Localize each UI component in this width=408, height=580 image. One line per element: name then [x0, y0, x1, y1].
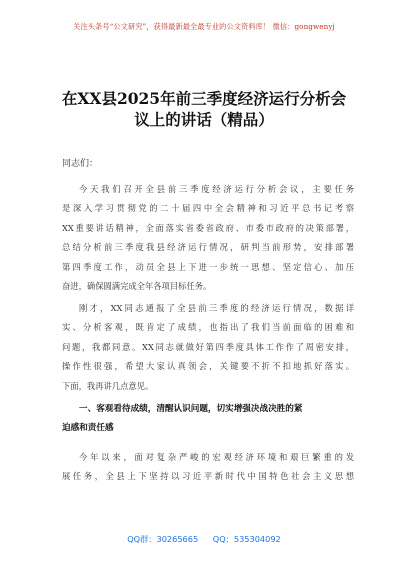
section-heading-1 — [62, 400, 354, 439]
paragraph-line: 总结分析前三季度我县经济运行情况，研判当前形势，安排部署 — [62, 242, 354, 253]
heading-line: 一、客观看待成绩，清醒认识问题，切实增强决战决胜的紧 — [79, 404, 303, 414]
paragraph-line: 是深入学习贯彻党的二十届四中全会精神和习近平总书记考察 — [62, 203, 354, 214]
header-banner: 关注头条号“公文研究”，获得最新最全最专业的公文资料库！ 微信：gongwenyj — [73, 22, 335, 31]
paragraph-3 — [62, 448, 354, 487]
paragraph-line: 奋进，确保圆满完成全年各项目标任务。 — [62, 281, 212, 292]
paragraph-line: 下面，我再讲几点意见。 — [62, 380, 154, 391]
paragraph-line: 实、分析客观，既肯定了成绩，也指出了我们当前面临的困难和 — [62, 322, 354, 333]
paragraph-line: 第四季度工作，动员全县上下进一步统一思想、坚定信心、加压 — [62, 261, 354, 272]
document-title — [40, 88, 368, 130]
paragraph-line: 操作性很强，希望大家认真领会，关键要不折不扣地抓好落实。 — [62, 361, 354, 372]
title-line-1: 在XX县2025年前三季度经济运行分析会 — [61, 89, 347, 108]
paragraph-line: 今天我们召开全县前三季度经济运行分析会议，主要任务 — [79, 184, 354, 194]
paragraph-line: 展任务，全县上下坚持以习近平新时代中国特色社会主义思想 — [62, 471, 354, 482]
paragraph-2 — [62, 299, 354, 396]
paragraph-line: 今年以来，面对复杂严峻的宏观经济环境和艰巨繁重的发 — [79, 452, 354, 462]
paragraph-1 — [62, 180, 354, 296]
paragraph-line: XX重要讲话精神，全面落实省委省政府、市委市政府的决策部署， — [62, 222, 354, 233]
heading-line: 迫感和责任感 — [62, 423, 114, 434]
salutation: 同志们： — [62, 159, 99, 169]
footer-contact — [0, 534, 408, 545]
paragraph-line: 问题，我都同意。XX同志就做好第四季度具体工作作了周密安排， — [62, 341, 354, 352]
footer-qq-group: QQ群：30265665 — [127, 534, 199, 544]
paragraph-line: 刚才，XX同志通报了全县前三季度的经济运行情况，数据详 — [79, 303, 354, 313]
footer-qq: QQ：535304092 — [212, 534, 281, 544]
title-line-2: 议上的讲话（精品） — [134, 110, 274, 129]
